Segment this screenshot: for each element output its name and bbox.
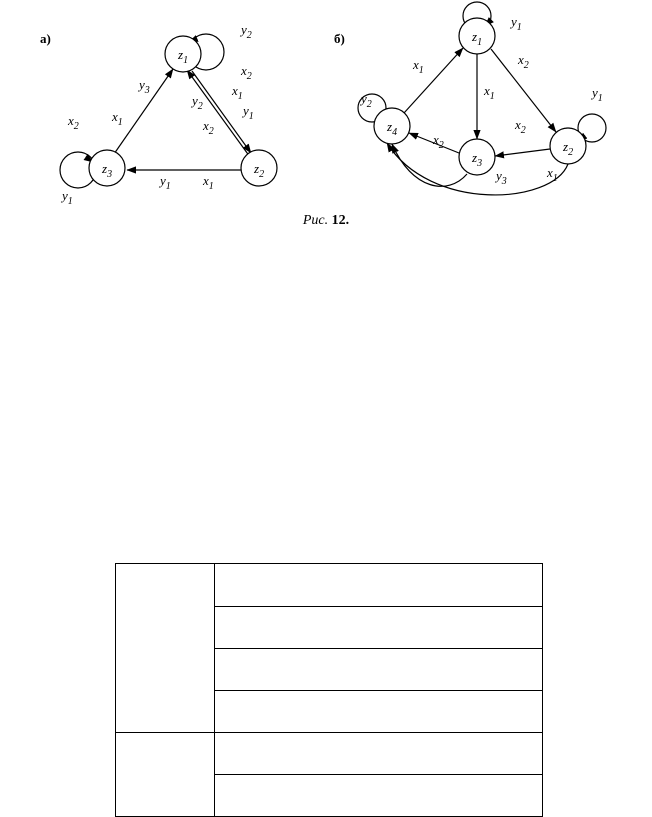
node-a-z2-label: $z_2$ bbox=[254, 161, 265, 180]
table-row bbox=[116, 564, 543, 607]
table-cell-left-2 bbox=[116, 733, 215, 817]
edge-b-label-2: $x_2$ bbox=[518, 52, 529, 71]
blank-table bbox=[115, 563, 543, 817]
edge-a-label-5: $x_2$ bbox=[203, 118, 214, 137]
table-cell-right-2 bbox=[215, 607, 543, 649]
figure-12 bbox=[0, 0, 652, 240]
edge-a-label-2: $x_1$ bbox=[232, 83, 243, 102]
node-b-z2-label: $z_2$ bbox=[563, 139, 574, 158]
edge-b-z2-to-z3 bbox=[495, 149, 550, 156]
node-b-z1-label: $z_1$ bbox=[472, 29, 483, 48]
table-cell-right-4 bbox=[215, 691, 543, 733]
table-cell-right-1 bbox=[215, 564, 543, 607]
node-a-z3-label: $z_3$ bbox=[102, 161, 113, 180]
edge-a-label-1: $x_2$ bbox=[241, 63, 252, 82]
figure-caption-number: 12. bbox=[331, 213, 350, 228]
node-b-z4-label: $z_4$ bbox=[387, 119, 398, 138]
edge-a-label-7: $x_1$ bbox=[112, 109, 123, 128]
table-cell-right-5 bbox=[215, 733, 543, 775]
panel-a bbox=[40, 22, 277, 207]
edge-a-label-3: $y_3$ bbox=[139, 77, 150, 96]
edge-a-label-9: $y_1$ bbox=[62, 188, 73, 207]
table-cell-left-1 bbox=[116, 564, 215, 733]
edge-a-label-4: $y_2$ bbox=[192, 93, 203, 112]
edge-b-label-9: $x_1$ bbox=[547, 165, 558, 184]
node-b-z3-label: $z_3$ bbox=[472, 150, 483, 169]
figure-caption bbox=[0, 213, 652, 229]
edge-b-label-6: $x_2$ bbox=[433, 132, 444, 151]
edge-b-label-7: $x_2$ bbox=[515, 117, 526, 136]
edge-b-label-0: $y_1$ bbox=[511, 14, 522, 33]
edge-b-label-3: $x_1$ bbox=[484, 83, 495, 102]
panel-a-label: а) bbox=[40, 31, 51, 46]
panel-b-label: б) bbox=[334, 31, 345, 46]
table-row bbox=[116, 733, 543, 775]
state-diagram-svg bbox=[0, 0, 652, 240]
edge-a-z2-to-z1 bbox=[187, 70, 250, 157]
edge-b-label-5: $y_1$ bbox=[592, 85, 603, 104]
table-cell-right-6 bbox=[215, 775, 543, 817]
edge-a-label-10: $y_1$ bbox=[160, 173, 171, 192]
figure-caption-prefix: Рис. bbox=[302, 213, 329, 228]
edge-a-label-6: $y_1$ bbox=[243, 103, 254, 122]
table-cell-right-3 bbox=[215, 649, 543, 691]
edge-b-label-8: $y_3$ bbox=[496, 168, 507, 187]
node-a-z1-label: $z_1$ bbox=[178, 47, 189, 66]
panel-b bbox=[334, 2, 606, 195]
edge-a-label-11: $x_1$ bbox=[203, 173, 214, 192]
edge-b-label-1: $x_1$ bbox=[413, 57, 424, 76]
edge-a-label-8: $x_2$ bbox=[68, 113, 79, 132]
edge-a-label-0: $y_2$ bbox=[241, 22, 252, 41]
edge-b-label-4: $y_2$ bbox=[361, 91, 372, 110]
